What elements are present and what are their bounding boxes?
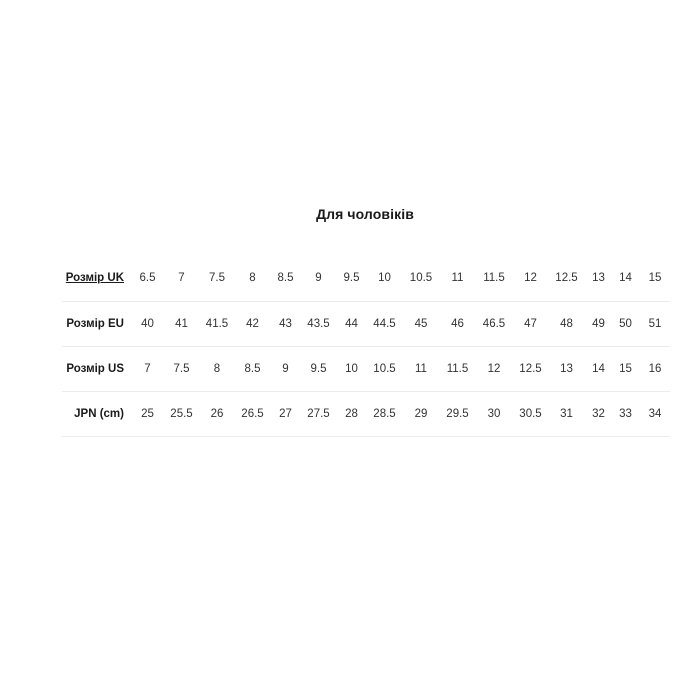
table-row bbox=[62, 346, 670, 391]
size-cell: 34 bbox=[640, 391, 670, 436]
size-cell: 28.5 bbox=[368, 391, 401, 436]
size-table-body bbox=[62, 256, 670, 436]
size-cell: 47 bbox=[514, 301, 547, 346]
size-cell: 49 bbox=[586, 301, 611, 346]
size-cell: 41.5 bbox=[198, 301, 236, 346]
size-cell: 32 bbox=[586, 391, 611, 436]
table-row bbox=[62, 301, 670, 346]
size-cell: 27 bbox=[269, 391, 302, 436]
size-cell: 26 bbox=[198, 391, 236, 436]
size-cell: 12.5 bbox=[547, 256, 586, 301]
size-cell: 12 bbox=[514, 256, 547, 301]
size-cell: 27.5 bbox=[302, 391, 335, 436]
size-cell: 11.5 bbox=[441, 346, 474, 391]
table-row bbox=[62, 391, 670, 436]
size-cell: 14 bbox=[611, 256, 640, 301]
table-row bbox=[62, 256, 670, 301]
size-cell: 11.5 bbox=[474, 256, 514, 301]
size-cell: 9.5 bbox=[335, 256, 368, 301]
size-cell: 8.5 bbox=[269, 256, 302, 301]
size-cell: 10.5 bbox=[401, 256, 441, 301]
size-cell: 41 bbox=[165, 301, 198, 346]
size-cell: 44.5 bbox=[368, 301, 401, 346]
size-cell: 45 bbox=[401, 301, 441, 346]
size-cell: 13 bbox=[586, 256, 611, 301]
size-cell: 10.5 bbox=[368, 346, 401, 391]
row-label: Розмір US bbox=[62, 346, 130, 391]
size-cell: 7 bbox=[165, 256, 198, 301]
size-cell: 30.5 bbox=[514, 391, 547, 436]
size-cell: 16 bbox=[640, 346, 670, 391]
size-cell: 46 bbox=[441, 301, 474, 346]
size-cell: 15 bbox=[640, 256, 670, 301]
size-cell: 9 bbox=[269, 346, 302, 391]
row-label: Розмір EU bbox=[62, 301, 130, 346]
size-cell: 31 bbox=[547, 391, 586, 436]
size-cell: 9.5 bbox=[302, 346, 335, 391]
size-cell: 29 bbox=[401, 391, 441, 436]
size-cell: 12.5 bbox=[514, 346, 547, 391]
size-cell: 43 bbox=[269, 301, 302, 346]
size-cell: 11 bbox=[401, 346, 441, 391]
size-cell: 25.5 bbox=[165, 391, 198, 436]
size-cell: 15 bbox=[611, 346, 640, 391]
size-cell: 13 bbox=[547, 346, 586, 391]
size-cell: 42 bbox=[236, 301, 269, 346]
size-chart-table bbox=[62, 256, 670, 437]
size-cell: 30 bbox=[474, 391, 514, 436]
size-cell: 48 bbox=[547, 301, 586, 346]
size-cell: 43.5 bbox=[302, 301, 335, 346]
row-label[interactable]: Розмір UK bbox=[62, 256, 130, 301]
size-cell: 29.5 bbox=[441, 391, 474, 436]
row-label: JPN (cm) bbox=[62, 391, 130, 436]
size-cell: 9 bbox=[302, 256, 335, 301]
size-cell: 7.5 bbox=[165, 346, 198, 391]
size-cell: 12 bbox=[474, 346, 514, 391]
size-cell: 50 bbox=[611, 301, 640, 346]
size-cell: 14 bbox=[586, 346, 611, 391]
size-cell: 10 bbox=[335, 346, 368, 391]
size-cell: 11 bbox=[441, 256, 474, 301]
size-cell: 46.5 bbox=[474, 301, 514, 346]
size-cell: 8.5 bbox=[236, 346, 269, 391]
size-cell: 8 bbox=[236, 256, 269, 301]
size-cell: 51 bbox=[640, 301, 670, 346]
page-title: Для чоловіків bbox=[316, 206, 414, 222]
size-cell: 7.5 bbox=[198, 256, 236, 301]
size-cell: 25 bbox=[130, 391, 165, 436]
size-cell: 33 bbox=[611, 391, 640, 436]
size-cell: 7 bbox=[130, 346, 165, 391]
size-cell: 10 bbox=[368, 256, 401, 301]
size-cell: 28 bbox=[335, 391, 368, 436]
size-cell: 8 bbox=[198, 346, 236, 391]
size-cell: 40 bbox=[130, 301, 165, 346]
size-cell: 44 bbox=[335, 301, 368, 346]
size-cell: 6.5 bbox=[130, 256, 165, 301]
size-cell: 26.5 bbox=[236, 391, 269, 436]
